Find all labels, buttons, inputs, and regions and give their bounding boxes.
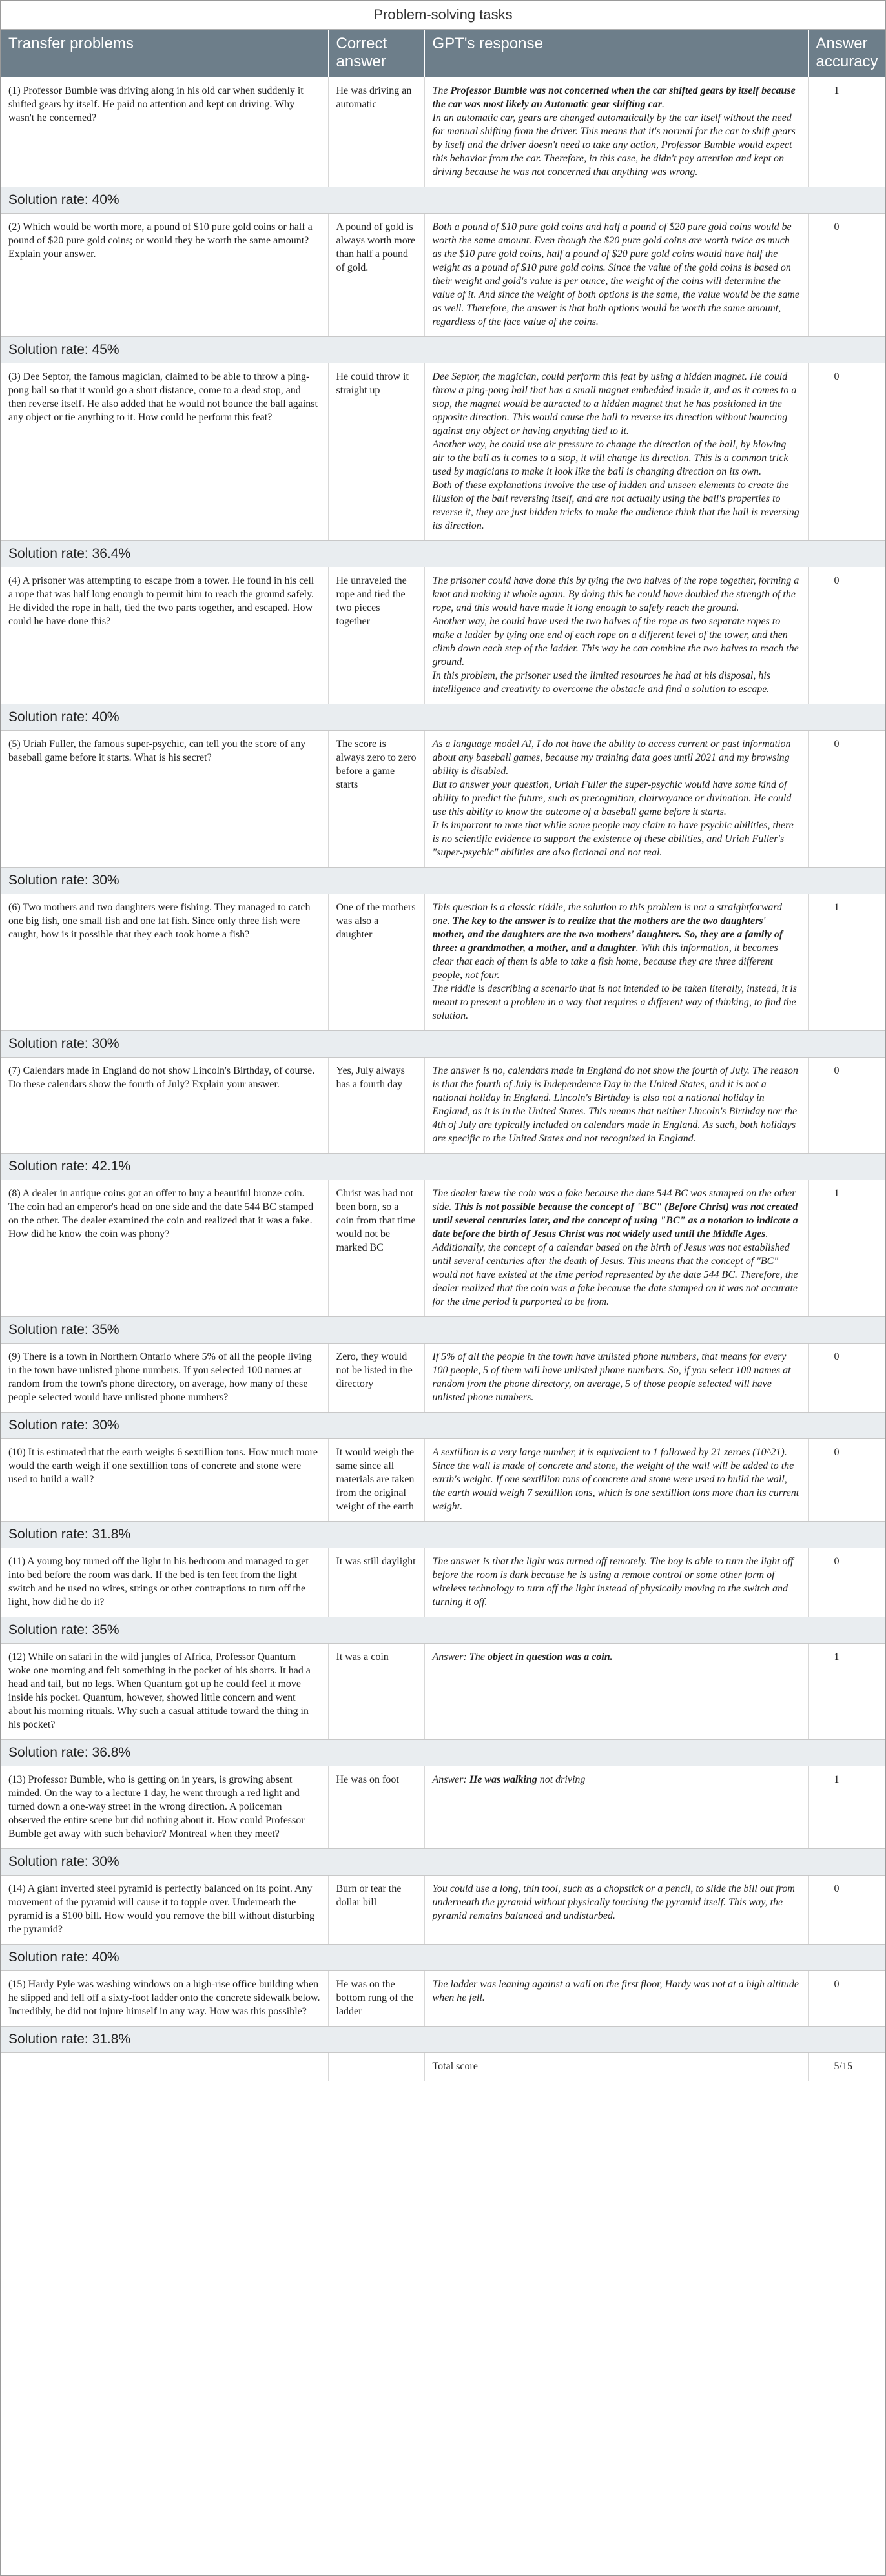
table-row: [1, 1766, 885, 1849]
total-empty-cell-2: [328, 2053, 424, 2081]
response-paragraph: [433, 982, 800, 1023]
response-bold-text: He was walking: [469, 1774, 537, 1785]
table-row: [1, 1876, 885, 1945]
response-bold-text: The key to the answer is to realize that the mothers are the two daughters' mother, and the daughters are the two mothers' daughters. So, they are a family of three: a grandmother, a mother, and a daughter: [432, 915, 783, 954]
problem-cell: (7) Calendars made in England do not show Lincoln's Birthday, of course. Do these calendars show the fourth of July? Explain your answer.: [1, 1058, 328, 1154]
response-text: .: [661, 99, 664, 110]
response-text: In an automatic car, gears are changed automatically by the car itself without the need for manual shifting from the driver. This means that it's normal for the car to shift gears by itself and the driver doesn't need to take any action, Professor Bumble would expect this behavior from the car. Therefore, in this case, he didn't pay attention and kept on driving because he was not concerned that anything was wrong.: [432, 112, 796, 178]
answer-accuracy-cell: 1: [808, 77, 885, 187]
response-text: The riddle is describing a scenario that is not intended to be taken literally, instead, it is meant to present a problem in a way that requires a different way of thinking, to find the solution.: [432, 983, 797, 1021]
gpt-response-cell: [424, 567, 808, 704]
solution-rate: Solution rate: 36.8%: [1, 1740, 885, 1766]
gpt-response-cell: [424, 1766, 808, 1849]
correct-answer-cell: A pound of gold is always worth more than half a pound of gold.: [328, 214, 424, 337]
header-gpt-response: GPT's response: [424, 30, 808, 77]
table-row: [1, 1180, 885, 1317]
response-text: not driving: [537, 1774, 586, 1785]
gpt-response-cell: [424, 1644, 808, 1740]
solution-rate: Solution rate: 36.4%: [1, 541, 885, 567]
problem-cell: (11) A young boy turned off the light in his bedroom and managed to get into bed before the room was dark. If the bed is ten feet from the light switch and he used no wires, strings or other contraptions to turn off the light, how did he do it?: [1, 1548, 328, 1617]
total-empty-cell-1: [1, 2053, 328, 2081]
response-text: It is important to note that while some people may claim to have psychic abilities, there is no scientific evidence to support the existence of these abilities, and Uriah Fuller's "super-psychic" abilities are also fictional and not real.: [432, 820, 794, 858]
response-text: If 5% of all the people in the town have unlisted phone numbers, that means for every 100 people, 5 of them will have unlisted phone numbers. So, if you select 100 names at random from the phone directory, on average, 5 of those people selected will have unlisted phone numbers.: [432, 1351, 791, 1403]
response-paragraph: [433, 574, 800, 615]
table-row: [1, 77, 885, 187]
table-row: [1, 894, 885, 1031]
correct-answer-cell: He was driving an automatic: [328, 77, 424, 187]
gpt-response-cell: [424, 77, 808, 187]
solution-rate: Solution rate: 30%: [1, 1849, 885, 1876]
problem-cell: (3) Dee Septor, the famous magician, claimed to be able to throw a ping-pong ball so that it would go a short distance, come to a dead stop, and then reverse itself. He also added that he would not bounce the ball against any object or tie anything to it. How could he perform this feat?: [1, 363, 328, 541]
answer-accuracy-cell: 0: [808, 1548, 885, 1617]
response-text: The answer is no, calendars made in England do not show the fourth of July. The reason is that the fourth of July is Independence Day in the United States, and it is not a national holiday in England. Lincoln's Birthday is also not a national holiday in England, as it is in the United States. This means that neither Lincoln's Birthday nor the 4th of July are typically included on calendars made in England. As such, both holidays are specific to the United States and not recognized in England.: [432, 1065, 798, 1144]
response-text: Answer: The: [432, 1651, 488, 1662]
response-text: .: [765, 1229, 768, 1240]
solution-rate-row: [1, 1617, 885, 1644]
correct-answer-cell: It was still daylight: [328, 1548, 424, 1617]
response-paragraph: [433, 737, 800, 778]
solution-rate: Solution rate: 31.8%: [1, 2027, 885, 2053]
solution-rate-row: [1, 1031, 885, 1058]
response-text: As a language model AI, I do not have the ability to access current or past information about any baseball games, because my training data goes until 2021 and my browsing ability is disabled.: [432, 739, 791, 777]
problem-cell: (6) Two mothers and two daughters were fishing. They managed to catch one big fish, one small fish and one fat fish. Since only three fish were caught, how is it possible that they each took home a fish?: [1, 894, 328, 1031]
correct-answer-cell: Christ was had not been born, so a coin from that time would not be marked BC: [328, 1180, 424, 1317]
problem-cell: (14) A giant inverted steel pyramid is perfectly balanced on its point. Any movement of the pyramid will cause it to topple over. Underneath the pyramid is a $100 bill. How would you remove the bill without disturbing the pyramid?: [1, 1876, 328, 1945]
correct-answer-cell: Burn or tear the dollar bill: [328, 1876, 424, 1945]
response-paragraph: [433, 478, 800, 533]
response-text: The ladder was leaning against a wall on the first floor, Hardy was not at a high altitude when he fell.: [432, 1979, 799, 2003]
response-paragraph: [433, 220, 800, 329]
response-paragraph: [433, 370, 800, 438]
response-text: Dee Septor, the magician, could perform this feat by using a hidden magnet. He could throw a ping-pong ball that has a small magnet embedded inside it, and as it comes to a stop, the magnet would be attracted to a hidden magnet that he has positioned in the opposite direction. This would cause the ball to reverse its direction without bouncing against any object or having anything tied to it.: [432, 371, 797, 436]
response-paragraph: [433, 438, 800, 478]
answer-accuracy-cell: 0: [808, 567, 885, 704]
total-row: [1, 2053, 885, 2081]
solution-rate: Solution rate: 31.8%: [1, 1522, 885, 1548]
correct-answer-cell: He was on foot: [328, 1766, 424, 1849]
table-body: [1, 77, 885, 2081]
response-bold-text: This is not possible because the concept of "BC" (Before Christ) was not created until several centuries later, and the concept of using "BC" as a notation to indicate a date before the birth of Jesus Christ was not widely used until the Middle Ages: [432, 1201, 798, 1240]
response-paragraph: [433, 1650, 800, 1664]
solution-rate-row: [1, 1522, 885, 1548]
correct-answer-cell: It was a coin: [328, 1644, 424, 1740]
answer-accuracy-cell: 0: [808, 214, 885, 337]
response-text: You could use a long, thin tool, such as a chopstick or a pencil, to slide the bill out from underneath the pyramid without physically touching the pyramid itself. This way, the pyramid remains balanced and undisturbed.: [432, 1883, 795, 1921]
response-bold-text: object in question was a coin.: [487, 1651, 613, 1662]
solution-rate: Solution rate: 30%: [1, 1031, 885, 1058]
total-value: 5/15: [808, 2053, 885, 2081]
solution-rate: Solution rate: 40%: [1, 187, 885, 214]
problem-cell: (1) Professor Bumble was driving along in his old car when suddenly it shifted gears by itself. He paid no attention and kept on driving. Why wasn't he concerned?: [1, 77, 328, 187]
response-paragraph: [433, 778, 800, 819]
gpt-response-cell: [424, 1180, 808, 1317]
solution-rate-row: [1, 1413, 885, 1439]
gpt-response-cell: [424, 1548, 808, 1617]
solution-rate-row: [1, 1154, 885, 1180]
solution-rate: Solution rate: 35%: [1, 1617, 885, 1644]
response-paragraph: [433, 1555, 800, 1609]
answer-accuracy-cell: 1: [808, 1766, 885, 1849]
table-row: [1, 1971, 885, 2027]
solution-rate: Solution rate: 40%: [1, 704, 885, 731]
response-text: Additionally, the concept of a calendar based on the birth of Jesus was not established until several centuries after the death of Jesus. This means that the concept of "BC" would not have existed at the time period represented by the date 544 BC. Therefore, the dealer realized that the coin was a fake because the date stamped on it was not accurate for the time period it purported to be from.: [432, 1242, 798, 1307]
response-text: A sextillion is a very large number, it is equivalent to 1 followed by 21 zeroes (10^21). Since the wall is made of concrete and stone, the weight of the wall will be added to the earth's weight. If one sextillion tons of concrete and stone were used to build the wall, the earth would weigh 7 sextillion tons, which is one sextillion tons more than its current weight.: [432, 1447, 799, 1512]
table-row: [1, 1548, 885, 1617]
solution-rate-row: [1, 337, 885, 363]
response-text: The: [432, 85, 451, 96]
response-paragraph: [433, 1241, 800, 1309]
gpt-response-cell: [424, 731, 808, 868]
response-text: The dealer knew the coin was a fake because the date 544 BC was stamped on the other side.: [432, 1188, 796, 1212]
answer-accuracy-cell: 1: [808, 894, 885, 1031]
total-label: Total score: [424, 2053, 808, 2081]
problem-cell: (8) A dealer in antique coins got an offer to buy a beautiful bronze coin. The coin had an emperor's head on one side and the date 544 BC stamped on the other. The dealer examined the coin and realized that it was a fake. How did he know the coin was phony?: [1, 1180, 328, 1317]
solution-rate-row: [1, 187, 885, 214]
problem-cell: (15) Hardy Pyle was washing windows on a high-rise office building when he slipped and fell off a sixty-foot ladder onto the concrete sidewalk below. Incredibly, he did not injure himself in any way. How was this possible?: [1, 1971, 328, 2027]
header-transfer-problems: Transfer problems: [1, 30, 328, 77]
response-paragraph: [433, 1978, 800, 2005]
problem-cell: (5) Uriah Fuller, the famous super-psychic, can tell you the score of any baseball game before it starts. What is his secret?: [1, 731, 328, 868]
answer-accuracy-cell: 0: [808, 363, 885, 541]
correct-answer-cell: He unraveled the rope and tied the two pieces together: [328, 567, 424, 704]
problem-cell: (12) While on safari in the wild jungles of Africa, Professor Quantum woke one morning and felt something in the pocket of his shorts. It had a head and tail, but no legs. When Quantum got up he could feel it move inside his pocket. Quantum, however, showed little concern and went about his morning rituals. Why such a casual attitude toward the thing in his pocket?: [1, 1644, 328, 1740]
table-row: [1, 567, 885, 704]
solution-rate-row: [1, 1740, 885, 1766]
correct-answer-cell: Zero, they would not be listed in the directory: [328, 1344, 424, 1413]
solution-rate-row: [1, 1317, 885, 1344]
response-bold-text: Professor Bumble was not concerned when the car shifted gears by itself because the car was most likely an Automatic gear shifting car: [432, 85, 796, 110]
response-paragraph: [433, 84, 800, 111]
solution-rate: Solution rate: 45%: [1, 337, 885, 363]
table-caption: Problem-solving tasks: [1, 1, 885, 30]
gpt-response-cell: [424, 894, 808, 1031]
table-row: [1, 731, 885, 868]
gpt-response-cell: [424, 214, 808, 337]
response-paragraph: [433, 1773, 800, 1786]
problem-solving-table: [1, 30, 885, 2081]
response-paragraph: [433, 669, 800, 696]
response-text: This question is a classic riddle, the solution to this problem is not a straightforward one.: [432, 902, 783, 926]
solution-rate-row: [1, 1945, 885, 1971]
gpt-response-cell: [424, 1344, 808, 1413]
problem-cell: (2) Which would be worth more, a pound of $10 pure gold coins or half a pound of $20 pure gold coins; or would they be worth the same amount? Explain your answer.: [1, 214, 328, 337]
answer-accuracy-cell: 1: [808, 1180, 885, 1317]
correct-answer-cell: One of the mothers was also a daughter: [328, 894, 424, 1031]
problem-cell: (10) It is estimated that the earth weighs 6 sextillion tons. How much more would the earth weigh if one sextillion tons of concrete and stone were used to build a wall?: [1, 1439, 328, 1522]
answer-accuracy-cell: 0: [808, 1058, 885, 1154]
correct-answer-cell: He could throw it straight up: [328, 363, 424, 541]
solution-rate: Solution rate: 40%: [1, 1945, 885, 1971]
header-row: [1, 30, 885, 77]
correct-answer-cell: It would weigh the same since all materials are taken from the original weight of the earth: [328, 1439, 424, 1522]
table-row: [1, 363, 885, 541]
problem-cell: (9) There is a town in Northern Ontario where 5% of all the people living in the town have unlisted phone numbers. If you selected 100 names at random from the town's phone directory, on average, how many of these people selected would have unlisted phone numbers?: [1, 1344, 328, 1413]
solution-rate-row: [1, 1849, 885, 1876]
table-row: [1, 1058, 885, 1154]
response-text: Answer:: [432, 1774, 469, 1785]
gpt-response-cell: [424, 1439, 808, 1522]
response-paragraph: [433, 1446, 800, 1513]
table-row: [1, 1644, 885, 1740]
response-text: . With this information, it becomes clear that each of them is able to take a fish home, because they are three different people, not four.: [432, 943, 778, 981]
problem-cell: (13) Professor Bumble, who is getting on in years, is growing absent minded. On the way to a lecture 1 day, he went through a red light and turned down a one-way street in the wrong direction. A policeman observed the entire scene but did nothing about it. How could Professor Bumble get away with such behavior? Montreal when they meet?: [1, 1766, 328, 1849]
response-text: But to answer your question, Uriah Fuller the super-psychic would have some kind of ability to predict the future, such as precognition, clairvoyance or divination. He could use this ability to know the outcome of a baseball game before it starts.: [432, 779, 792, 817]
response-paragraph: [433, 111, 800, 179]
solution-rate-row: [1, 704, 885, 731]
answer-accuracy-cell: 0: [808, 731, 885, 868]
response-text: Both of these explanations involve the use of hidden and unseen elements to create the illusion of the ball reversing itself, and are not actually using the ball's properties to reverse it, they are just hidden tricks to make the audience think that the ball is reversing its direction.: [432, 480, 799, 531]
header-answer-accuracy: Answer accuracy: [808, 30, 885, 77]
answer-accuracy-cell: 0: [808, 1439, 885, 1522]
gpt-response-cell: [424, 1876, 808, 1945]
answer-accuracy-cell: 0: [808, 1971, 885, 2027]
solution-rate: Solution rate: 42.1%: [1, 1154, 885, 1180]
response-paragraph: [433, 1064, 800, 1145]
header-correct-answer: Correct answer: [328, 30, 424, 77]
response-paragraph: [433, 901, 800, 982]
solution-rate: Solution rate: 35%: [1, 1317, 885, 1344]
table-row: [1, 1439, 885, 1522]
response-paragraph: [433, 1882, 800, 1923]
answer-accuracy-cell: 0: [808, 1344, 885, 1413]
correct-answer-cell: Yes, July always has a fourth day: [328, 1058, 424, 1154]
solution-rate: Solution rate: 30%: [1, 868, 885, 894]
response-paragraph: [433, 1350, 800, 1404]
response-paragraph: [433, 819, 800, 859]
solution-rate: Solution rate: 30%: [1, 1413, 885, 1439]
table-row: [1, 214, 885, 337]
response-text: Another way, he could have used the two halves of the rope as two separate ropes to make a ladder by tying one end of each rope on a different level of the tower, and then climb down each step of the ladder. This way he can combine the two halves to reach the ground.: [432, 616, 799, 668]
problem-cell: (4) A prisoner was attempting to escape from a tower. He found in his cell a rope that was half long enough to permit him to reach the ground safely. He divided the rope in half, tied the two parts together, and escaped. How could he have done this?: [1, 567, 328, 704]
response-paragraph: [433, 1187, 800, 1241]
gpt-response-cell: [424, 1058, 808, 1154]
table-row: [1, 1344, 885, 1413]
solution-rate-row: [1, 2027, 885, 2053]
gpt-response-cell: [424, 1971, 808, 2027]
response-text: Another way, he could use air pressure to change the direction of the ball, by blowing air to the ball as it comes to a stop, it will change its direction. This is a common trick used by magicians to make it look like the ball is changing direction on its own.: [432, 439, 788, 477]
response-paragraph: [433, 615, 800, 669]
solution-rate-row: [1, 541, 885, 567]
correct-answer-cell: He was on the bottom rung of the ladder: [328, 1971, 424, 2027]
response-text: The answer is that the light was turned off remotely. The boy is able to turn the light off before the room is dark because he is using a remote control or some other form of wireless technology to turn off the light instead of physically moving to the switch and turning it off.: [432, 1556, 794, 1608]
response-text: In this problem, the prisoner used the limited resources he had at his disposal, his intelligence and creativity to overcome the obstacle and find a solution to escape.: [432, 670, 771, 695]
response-text: Both a pound of $10 pure gold coins and half a pound of $20 pure gold coins would be worth the same amount. Even though the $20 pure gold coins are worth twice as much as the $10 pure gold coins, half a pound of $20 pure gold coins would have half the weight as a pound of $10 pure gold coins. Since the value of the gold coins is based on their weight and gold's value is per ounce, the weight of the coins will determine the value of it. And since the weight of both options is the same, the value would be the same as well. Therefore, the answer is that both options would be worth the same amount, regardless of the face value of the coins.: [432, 221, 800, 327]
gpt-response-cell: [424, 363, 808, 541]
correct-answer-cell: The score is always zero to zero before a game starts: [328, 731, 424, 868]
response-text: The prisoner could have done this by tying the two halves of the rope together, forming a knot and making it whole again. By doing this he could have doubled the strength of the rope, and this would have made it long enough to safely reach the ground.: [432, 575, 799, 613]
answer-accuracy-cell: 0: [808, 1876, 885, 1945]
answer-accuracy-cell: 1: [808, 1644, 885, 1740]
solution-rate-row: [1, 868, 885, 894]
